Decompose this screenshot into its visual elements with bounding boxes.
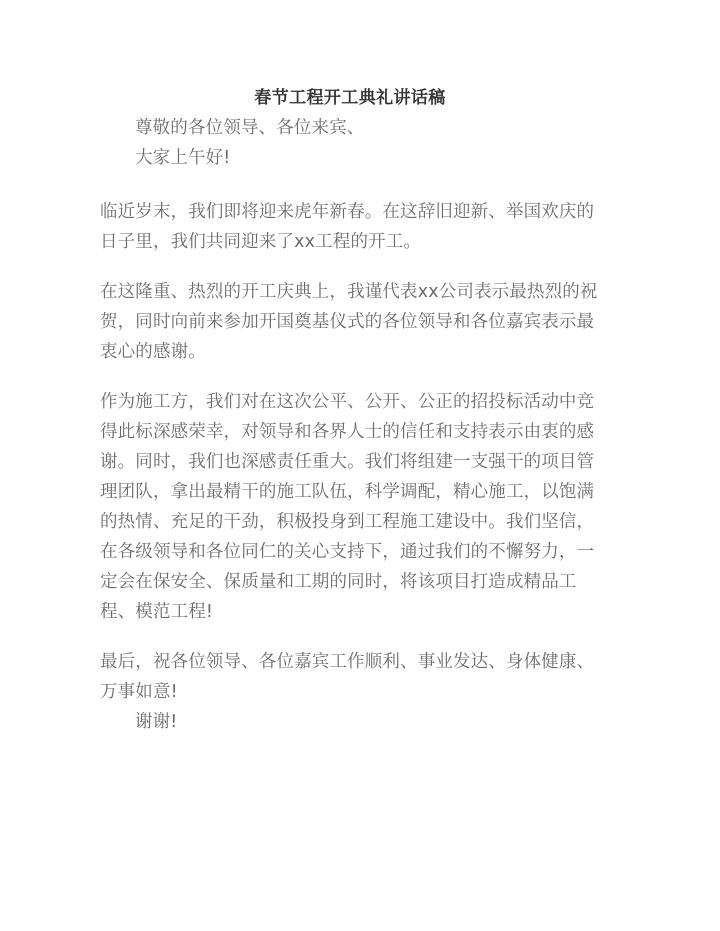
- spacer-paragraph-1: [100, 177, 600, 197]
- greeting-line-1: 尊敬的各位领导、各位来宾、: [135, 118, 365, 138]
- spacer-paragraph-2: [100, 257, 600, 277]
- greeting-line-2: 大家上午好!: [135, 148, 231, 168]
- page-title: 春节工程开工典礼讲话稿: [254, 88, 446, 108]
- spacer-paragraph-4: [100, 627, 600, 647]
- document-body: [100, 0, 600, 737]
- body-paragraph-2: 在这隆重、热烈的开工庆典上，我谨代表xx公司表示最热烈的祝贺，同时向前来参加开国奠基仪式的各位领导和各位嘉宾表示最衷心的感谢。: [100, 282, 598, 362]
- body-paragraph-3: 作为施工方，我们对在这次公平、公开、公正的招投标活动中竞得此标深感荣幸，对领导和各界人士的信任和支持表示由衷的感谢。同时，我们也深感责任重大。我们将组建一支强干的项目管理团队，拿出最精干的施工队伍，科学调配，精心施工，以饱满的热情、充足的干劲，积极投身到工程施工建设中。我们坚信，在各级领导和各位同仁的关心支持下，通过我们的不懈努力，一定会在保安全、保质量和工期的同时，将该项目打造成精品工程、模范工程!: [100, 392, 595, 622]
- body-paragraph-4: 最后，祝各位领导、各位嘉宾工作顺利、事业发达、身体健康、万事如意!: [100, 652, 595, 702]
- body-paragraph-1: 临近岁末，我们即将迎来虎年新春。在这辞旧迎新、举国欢庆的日子里，我们共同迎来了xx工程的开工。: [100, 202, 595, 252]
- spacer-paragraph-3: [100, 367, 600, 387]
- closing-thanks: 谢谢!: [135, 712, 178, 732]
